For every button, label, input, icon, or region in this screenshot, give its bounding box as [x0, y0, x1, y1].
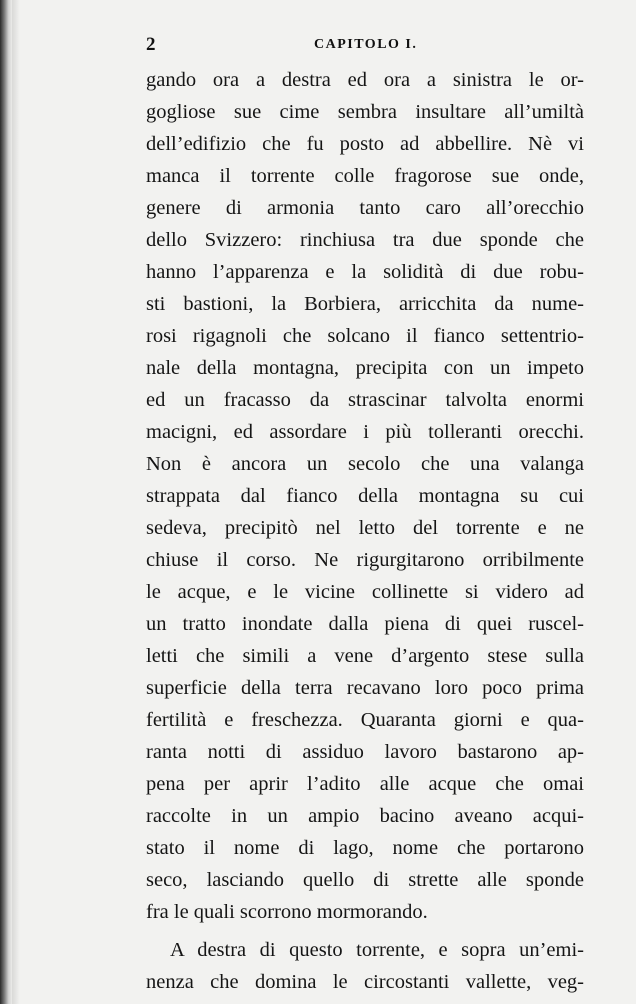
text-line: ed un fracasso da strascinar talvolta enormi: [146, 389, 584, 411]
page-number: 2: [146, 34, 156, 55]
text-line: dell’edifizio che fu posto ad abbellire. Nè vi: [146, 133, 584, 155]
paragraph-2: [146, 934, 584, 998]
text-line: nale della montagna, precipita con un impeto: [146, 357, 584, 379]
text-line: le acque, e le vicine collinette si videro ad: [146, 581, 584, 603]
text-line: letti che simili a vene d’argento stese sulla: [146, 645, 584, 667]
text-line: fertilità e freschezza. Quaranta giorni e qua-: [146, 709, 584, 731]
body-text: [146, 64, 584, 998]
text-line: superficie della terra recavano loro poco prima: [146, 677, 584, 699]
text-line: gogliose sue cime sembra insultare all’umiltà: [146, 101, 584, 123]
text-line: dello Svizzero: rinchiusa tra due sponde che: [146, 229, 584, 251]
paragraph-1: [146, 64, 584, 928]
text-line: ranta notti di assiduo lavoro bastarono ap-: [146, 741, 584, 763]
text-line: sedeva, precipitò nel letto del torrente e ne: [146, 517, 584, 539]
text-line: fra le quali scorrono mormorando.: [146, 901, 428, 923]
page-binding-edge: [0, 0, 12, 1004]
text-line: A destra di questo torrente, e sopra un’emi-: [170, 939, 584, 961]
text-line: stato il nome di lago, nome che portarono: [146, 837, 584, 859]
text-line: raccolte in un ampio bacino aveano acqui-: [146, 805, 584, 827]
text-line: sti bastioni, la Borbiera, arricchita da nume-: [146, 293, 584, 315]
text-line: Non è ancora un secolo che una valanga: [146, 453, 584, 475]
text-line: rosi rigagnoli che solcano il fianco settentrio-: [146, 325, 584, 347]
text-line: genere di armonia tanto caro all’orecchio: [146, 197, 584, 219]
text-line: manca il torrente colle fragorose sue onde,: [146, 165, 584, 187]
text-line: strappata dal fianco della montagna su cui: [146, 485, 584, 507]
chapter-title: CAPITOLO I.: [314, 37, 418, 52]
text-line: un tratto inondate dalla piena di quei ruscel-: [146, 613, 584, 635]
text-line: chiuse il corso. Ne rigurgitarono orribilmente: [146, 549, 584, 571]
text-line: nenza che domina le circostanti vallette, veg-: [146, 971, 584, 993]
text-line: pena per aprir l’adito alle acque che omai: [146, 773, 584, 795]
text-line: macigni, ed assordare i più tolleranti orecchi.: [146, 421, 584, 443]
page-binding-shadow: [12, 0, 20, 1004]
text-line: seco, lasciando quello di strette alle sponde: [146, 869, 584, 891]
text-line: gando ora a destra ed ora a sinistra le or-: [146, 69, 584, 91]
running-head: [146, 34, 586, 58]
text-line: hanno l’apparenza e la solidità di due robu-: [146, 261, 584, 283]
